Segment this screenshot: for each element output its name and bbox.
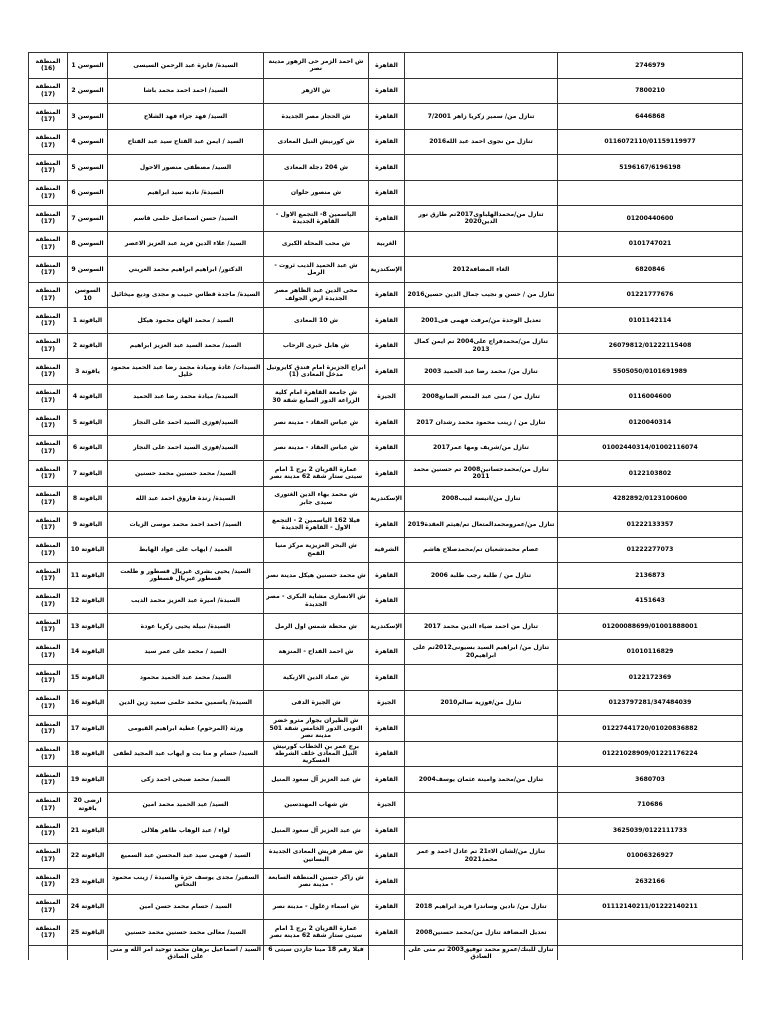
owner-name-cell: السيدة/ رندة فاروق احمد عبد الله xyxy=(108,486,264,512)
phone-cell: 6446868 xyxy=(558,104,743,130)
transfer-note-cell xyxy=(405,869,558,895)
table-row xyxy=(29,53,743,79)
unit-cell: الياقوتة 17 xyxy=(68,716,108,742)
governorate-cell: القاهرة xyxy=(369,435,405,461)
zone-cell: المنطقة (16) xyxy=(29,53,68,79)
phone-cell: 01002440314/01002116074 xyxy=(558,435,743,461)
transfer-note-cell: الغاء المضافة2012 xyxy=(405,257,558,283)
table-row xyxy=(29,486,743,512)
unit-cell: السوسن 7 xyxy=(68,206,108,232)
transfer-note-cell: تنازل من/انيسة لبيب2008 xyxy=(405,486,558,512)
phone-cell: 0122172369 xyxy=(558,665,743,691)
governorate-cell: القاهرة xyxy=(369,869,405,895)
phone-cell: 01010116829 xyxy=(558,639,743,665)
address-cell: ش محمد حسنين هيكل مدينة نصر xyxy=(264,563,369,589)
owner-name-cell: السيد/ محمد صبحى احمد زكى xyxy=(108,767,264,793)
governorate-cell: القاهرة xyxy=(369,53,405,79)
zone-cell: المنطقة (17) xyxy=(29,792,68,818)
zone-cell: المنطقة (17) xyxy=(29,818,68,844)
address-cell: ش احمد الفداح - المنزهة xyxy=(264,639,369,665)
table-row xyxy=(29,461,743,487)
governorate-cell: القاهرة xyxy=(369,716,405,742)
owner-name-cell: السيد/ حسن اسماعيل حلمى قاسم xyxy=(108,206,264,232)
table-row xyxy=(29,384,743,410)
owner-name-cell: السيد/ فهد جزاء فهد الشلاح xyxy=(108,104,264,130)
zone-cell: المنطقة (17) xyxy=(29,155,68,181)
table-row xyxy=(29,129,743,155)
owner-name-cell: السيدات/ غادة وميادة محمد رضا عبد الحميد محمود خليل xyxy=(108,359,264,385)
address-cell: ش شهاب المهندسين xyxy=(264,792,369,818)
records-table xyxy=(28,52,743,960)
table-row xyxy=(29,257,743,283)
zone-cell: المنطقة (17) xyxy=(29,129,68,155)
table-row xyxy=(29,894,743,920)
table-row xyxy=(29,104,743,130)
governorate-cell: الجيزة xyxy=(369,384,405,410)
governorate-cell: القاهرة xyxy=(369,461,405,487)
address-cell: ش عبد العزيز آل سعود المنيل xyxy=(264,818,369,844)
governorate-cell: القاهرة xyxy=(369,206,405,232)
table-row xyxy=(29,614,743,640)
unit-cell: السوسن 5 xyxy=(68,155,108,181)
governorate-cell: القاهرة xyxy=(369,665,405,691)
zone-cell: المنطقة (17) xyxy=(29,333,68,359)
table-row xyxy=(29,180,743,206)
phone-cell: 0123797281/347484039 xyxy=(558,690,743,716)
zone-cell: المنطقة (17) xyxy=(29,206,68,232)
transfer-note-cell: تنازل من/لشان الاء21 تم عادل احمد و عمر محمد2021 xyxy=(405,843,558,869)
transfer-note-cell: تعديل المضافة تنازل من/محمد حسنين2008 xyxy=(405,920,558,946)
unit-cell: الياقوتة 14 xyxy=(68,639,108,665)
transfer-note-cell xyxy=(405,716,558,742)
phone-cell: 710686 xyxy=(558,792,743,818)
zone-cell: المنطقة (17) xyxy=(29,537,68,563)
owner-name-cell: السيد/ حسام و منا بت و ايهاب عبد المجيد لطفى xyxy=(108,741,264,767)
owner-name-cell: الدكتور/ ابراهيم ابراهيم محمد العريني xyxy=(108,257,264,283)
address-cell: ش الطيران بجوار مترو خضر التونى الدور الخامس شقة 501 مدينة نصر xyxy=(264,716,369,742)
transfer-note-cell xyxy=(405,741,558,767)
phone-cell: 26079812/01222115408 xyxy=(558,333,743,359)
table-row xyxy=(29,308,743,334)
governorate-cell: القاهرة xyxy=(369,410,405,436)
governorate-cell: القاهرة xyxy=(369,78,405,104)
unit-cell: الياقوتة 9 xyxy=(68,512,108,538)
table-row xyxy=(29,563,743,589)
unit-cell: الياقوتة 25 xyxy=(68,920,108,946)
unit-cell: الياقوتة 19 xyxy=(68,767,108,793)
owner-name-cell: السيدة/ اميرة عبد العزيز محمد الديب xyxy=(108,588,264,614)
phone-cell: 2136873 xyxy=(558,563,743,589)
table-row xyxy=(29,206,743,232)
zone-cell: المنطقة (17) xyxy=(29,486,68,512)
unit-cell: السوسن 1 xyxy=(68,53,108,79)
zone-cell: المنطقة (17) xyxy=(29,461,68,487)
transfer-note-cell: تنازل من/محمدالهلباوى2017تم طارق نور الدين2020 xyxy=(405,206,558,232)
phone-cell: 0116004600 xyxy=(558,384,743,410)
owner-name-cell: السيد / محمد على عمر سيد xyxy=(108,639,264,665)
owner-name-cell: السيد/ معالى محمد حسنين محمد حسنين xyxy=(108,920,264,946)
table-row xyxy=(29,741,743,767)
zone-cell: المنطقة (17) xyxy=(29,563,68,589)
owner-name-cell: السيد/ علاء الدين فريد عبد العزيز الاعصر xyxy=(108,231,264,257)
zone-cell: المنطقة (17) xyxy=(29,78,68,104)
phone-cell: 6820846 xyxy=(558,257,743,283)
unit-cell: الياقوتة 16 xyxy=(68,690,108,716)
unit-cell: الياقوتة 24 xyxy=(68,894,108,920)
phone-cell: 0101747021 xyxy=(558,231,743,257)
phone-cell: 01200440600 xyxy=(558,206,743,232)
zone-cell: المنطقة (17) xyxy=(29,588,68,614)
zone-cell: المنطقة (17) xyxy=(29,639,68,665)
owner-name-cell: السيدة/ نادية سيد ابراهيم xyxy=(108,180,264,206)
governorate-cell: القاهرة xyxy=(369,512,405,538)
governorate-cell: القاهرة xyxy=(369,588,405,614)
address-cell: محى الدين عبد الظاهر مصر الجديدة ارض الجولف xyxy=(264,282,369,308)
governorate-cell xyxy=(369,945,405,960)
phone-cell xyxy=(558,920,743,946)
zone-cell: المنطقة (17) xyxy=(29,920,68,946)
zone-cell: المنطقة (17) xyxy=(29,104,68,130)
unit-cell xyxy=(68,945,108,960)
unit-cell: الياقوتة 1 xyxy=(68,308,108,334)
transfer-note-cell: تنازل من احمد ضياء الدين محمد 2017 xyxy=(405,614,558,640)
governorate-cell: الشرقية xyxy=(369,537,405,563)
document-sheet xyxy=(28,52,742,960)
owner-name-cell: السيد / اسماعيل برهان محمد توحيد امر الله و منى على الصادق xyxy=(108,945,264,960)
zone-cell: المنطقة (17) xyxy=(29,308,68,334)
zone-cell xyxy=(29,945,68,960)
transfer-note-cell xyxy=(405,818,558,844)
table-row xyxy=(29,690,743,716)
unit-cell: الياقوتة 8 xyxy=(68,486,108,512)
zone-cell: المنطقة (17) xyxy=(29,512,68,538)
zone-cell: المنطقة (17) xyxy=(29,180,68,206)
unit-cell: ارضى 20 ياقوتة xyxy=(68,792,108,818)
transfer-note-cell: تنازل من / طلبة رجب طلبة 2006 xyxy=(405,563,558,589)
unit-cell: الياقوتة 7 xyxy=(68,461,108,487)
address-cell: ش محمد بهاء الدين الغتورى سيدى جابر xyxy=(264,486,369,512)
governorate-cell: القاهرة xyxy=(369,104,405,130)
unit-cell: الياقوتة 6 xyxy=(68,435,108,461)
zone-cell: المنطقة (17) xyxy=(29,435,68,461)
phone-cell: 0120040314 xyxy=(558,410,743,436)
phone-cell: 01006326927 xyxy=(558,843,743,869)
table-row xyxy=(29,155,743,181)
owner-name-cell: السيد/ يحيى بشرى غبريال قسطور و طلعت قسطور غبريال قسطور xyxy=(108,563,264,589)
transfer-note-cell xyxy=(405,53,558,79)
table-row xyxy=(29,792,743,818)
zone-cell: المنطقة (17) xyxy=(29,665,68,691)
table-row xyxy=(29,231,743,257)
transfer-note-cell: تنازل من/فوزية سالم2010 xyxy=(405,690,558,716)
table-row xyxy=(29,639,743,665)
phone-cell: 01221028909/01221176224 xyxy=(558,741,743,767)
phone-cell: 0116072110/01159119977 xyxy=(558,129,743,155)
table-row xyxy=(29,512,743,538)
address-cell: ش جامعة القاهرة امام كلية الزراعة الدور السابع شقة 30 xyxy=(264,384,369,410)
address-cell: ش عباس العقاد - مدينة نصر xyxy=(264,410,369,436)
unit-cell: ياقوتة 3 xyxy=(68,359,108,385)
address-cell: ش البحر العزيزية مركز منيا القمح xyxy=(264,537,369,563)
transfer-note-cell xyxy=(405,78,558,104)
zone-cell: المنطقة (17) xyxy=(29,843,68,869)
zone-cell: المنطقة (17) xyxy=(29,257,68,283)
phone-cell: 01222133357 xyxy=(558,512,743,538)
table-row xyxy=(29,945,743,960)
phone-cell: 2632166 xyxy=(558,869,743,895)
unit-cell: الياقوتة 4 xyxy=(68,384,108,410)
transfer-note-cell: تنازل من/محمدفراج على2004 تم ايمن كمال 2013 xyxy=(405,333,558,359)
table-row xyxy=(29,282,743,308)
table-row xyxy=(29,435,743,461)
table-row xyxy=(29,410,743,436)
owner-name-cell: السيد/ احمد احمد محمد باشا xyxy=(108,78,264,104)
phone-cell: 01112140211/01222140211 xyxy=(558,894,743,920)
zone-cell: المنطقة (17) xyxy=(29,384,68,410)
transfer-note-cell: تنازل من / حسن و نجيب جمال الدين حسين2016 xyxy=(405,282,558,308)
address-cell: ش محب المحلة الكبرى xyxy=(264,231,369,257)
address-cell: ش عباس العقاد - مدينة نصر xyxy=(264,435,369,461)
governorate-cell: الجيزة xyxy=(369,792,405,818)
owner-name-cell: السفير/ مجدى يوسف حزة والسيدة / زينب محمود النحاس xyxy=(108,869,264,895)
owner-name-cell: السيدة/ نبيلة يحيى زكريا عودة xyxy=(108,614,264,640)
owner-name-cell: ورثة (المرحوم) عطية ابراهيم القيومى xyxy=(108,716,264,742)
owner-name-cell: لواء / عبد الوهاب طاهر هلالى xyxy=(108,818,264,844)
transfer-note-cell: تنازل من/ سمير زكريا زاهر 7/2001 xyxy=(405,104,558,130)
address-cell: ش زاكر حسين المنطقة السابعة - مدينة نصر xyxy=(264,869,369,895)
phone-cell: 01200088699/01001888001 xyxy=(558,614,743,640)
address-cell: ش احمد الزمر حى الزهور مدينة نصر xyxy=(264,53,369,79)
governorate-cell: الإسكندرية xyxy=(369,257,405,283)
transfer-note-cell xyxy=(405,231,558,257)
address-cell: عمارة القريان 2 برج 1 امام سيتى ستار شقة 62 مدينة نصر xyxy=(264,461,369,487)
phone-cell: 01227441720/01020836882 xyxy=(558,716,743,742)
table-row xyxy=(29,869,743,895)
unit-cell: السوسن 3 xyxy=(68,104,108,130)
address-cell: ش عبد العزيز آل سعود المنيل xyxy=(264,767,369,793)
owner-name-cell: السيدة/ ميادة محمد رضا عبد الحميد xyxy=(108,384,264,410)
governorate-cell: الغربية xyxy=(369,231,405,257)
table-row xyxy=(29,665,743,691)
unit-cell: الياقوتة 21 xyxy=(68,818,108,844)
owner-name-cell: السيد/ عبد الحميد محمد امين xyxy=(108,792,264,818)
address-cell: ش الحجاز مصر الجديدة xyxy=(264,104,369,130)
address-cell: الياسمين 8- التجمع الاول - القاهرة الجديدة xyxy=(264,206,369,232)
table-row xyxy=(29,588,743,614)
address-cell: عمارة القريان 2 برج 1 امام سيتى ستار شقة 62 مدينة نصر xyxy=(264,920,369,946)
zone-cell: المنطقة (17) xyxy=(29,690,68,716)
unit-cell: الياقوتة 13 xyxy=(68,614,108,640)
owner-name-cell: السيد/فوزى السيد احمد على النجار xyxy=(108,410,264,436)
zone-cell: المنطقة (17) xyxy=(29,869,68,895)
governorate-cell: القاهرة xyxy=(369,741,405,767)
unit-cell: السوسن 10 xyxy=(68,282,108,308)
transfer-note-cell: تنازل من / زينب محمود محمد رشدان 2017 xyxy=(405,410,558,436)
address-cell: ش صقر قريش المعادى الجديدة البساتين xyxy=(264,843,369,869)
phone-cell xyxy=(558,945,743,960)
owner-name-cell: العميد / ايهاب على عواد الهابط xyxy=(108,537,264,563)
unit-cell: السوسن 8 xyxy=(68,231,108,257)
phone-cell: 5505050/0101691989 xyxy=(558,359,743,385)
unit-cell: السوسن 2 xyxy=(68,78,108,104)
unit-cell: السوسن 4 xyxy=(68,129,108,155)
transfer-note-cell: عصام محمدشعبان تم/محمدصلاح هاشم xyxy=(405,537,558,563)
phone-cell: 5196167/6196198 xyxy=(558,155,743,181)
unit-cell: السوسن 9 xyxy=(68,257,108,283)
zone-cell: المنطقة (17) xyxy=(29,716,68,742)
transfer-note-cell: تنازل من/ محمد رضا عبد الحميد 2003 xyxy=(405,359,558,385)
table-row xyxy=(29,920,743,946)
records-table-body xyxy=(29,53,743,961)
governorate-cell: القاهرة xyxy=(369,563,405,589)
phone-cell: 7800210 xyxy=(558,78,743,104)
address-cell: فيلا 162 الياسمين 2 - التجمع الاول - القاهرة الجديدة xyxy=(264,512,369,538)
address-cell: ش الجيزة الدقى xyxy=(264,690,369,716)
owner-name-cell: السيد/ مصطفى منصور الاحول xyxy=(108,155,264,181)
table-row xyxy=(29,537,743,563)
transfer-note-cell: تنازل من نجوى احمد عبد الله2016 xyxy=(405,129,558,155)
address-cell: ش 10 المعادى xyxy=(264,308,369,334)
governorate-cell: القاهرة xyxy=(369,894,405,920)
governorate-cell: الإسكندرية xyxy=(369,614,405,640)
zone-cell: المنطقة (17) xyxy=(29,767,68,793)
transfer-note-cell xyxy=(405,588,558,614)
address-cell: ش منصور حلوان xyxy=(264,180,369,206)
phone-cell: 2746979 xyxy=(558,53,743,79)
governorate-cell: القاهرة xyxy=(369,920,405,946)
phone-cell xyxy=(558,180,743,206)
transfer-note-cell xyxy=(405,792,558,818)
unit-cell: الياقوتة 5 xyxy=(68,410,108,436)
unit-cell: الياقوتة 12 xyxy=(68,588,108,614)
table-row xyxy=(29,78,743,104)
zone-cell: المنطقة (17) xyxy=(29,894,68,920)
address-cell: ش الازهر xyxy=(264,78,369,104)
zone-cell: المنطقة (17) xyxy=(29,359,68,385)
unit-cell: السوسن 6 xyxy=(68,180,108,206)
unit-cell: الياقوتة 11 xyxy=(68,563,108,589)
governorate-cell: القاهرة xyxy=(369,333,405,359)
table-row xyxy=(29,333,743,359)
governorate-cell: القاهرة xyxy=(369,639,405,665)
phone-cell: 3625039/0122111733 xyxy=(558,818,743,844)
transfer-note-cell: تنازل من / منى عبد المنعم الصانع2008 xyxy=(405,384,558,410)
transfer-note-cell: تنازل من/ نادين وساندرا فريد ابراهيم 2018 xyxy=(405,894,558,920)
transfer-note-cell: تنازل من/ ابراهيم السيد بسيونى2012تم على ابراهيم20 xyxy=(405,639,558,665)
address-cell: برج عمر بن الخطاب كورنيش النيل المعادى خلف الشرطة العسكرية xyxy=(264,741,369,767)
table-row xyxy=(29,843,743,869)
phone-cell: 01222277073 xyxy=(558,537,743,563)
owner-name-cell: السيدة/ ماجدة قطاس حبيب و مجدى وديع ميخائيل xyxy=(108,282,264,308)
phone-cell: 01221777676 xyxy=(558,282,743,308)
owner-name-cell: السيد/ محمد عبد الحميد محمود xyxy=(108,665,264,691)
table-row xyxy=(29,818,743,844)
governorate-cell: القاهرة xyxy=(369,155,405,181)
transfer-note-cell: تعديل الوحدة من/مرفت فهمى فى2001 xyxy=(405,308,558,334)
governorate-cell: القاهرة xyxy=(369,308,405,334)
table-row xyxy=(29,716,743,742)
unit-cell: الياقوتة 23 xyxy=(68,869,108,895)
governorate-cell: الإسكندرية xyxy=(369,486,405,512)
governorate-cell: القاهرة xyxy=(369,129,405,155)
table-row xyxy=(29,767,743,793)
zone-cell: المنطقة (17) xyxy=(29,741,68,767)
zone-cell: المنطقة (17) xyxy=(29,614,68,640)
unit-cell: الياقوتة 18 xyxy=(68,741,108,767)
governorate-cell: القاهرة xyxy=(369,359,405,385)
unit-cell: الياقوتة 10 xyxy=(68,537,108,563)
governorate-cell: الجيزة xyxy=(369,690,405,716)
transfer-note-cell xyxy=(405,155,558,181)
address-cell: ش اسماء زغلول - مدينة نصر xyxy=(264,894,369,920)
owner-name-cell: السيد/ محمد السيد عبد العزيز ابراهيم xyxy=(108,333,264,359)
transfer-note-cell: تنازل للبنك/عمرو محمد توفيق2003 تم منى على الصادق xyxy=(405,945,558,960)
governorate-cell: القاهرة xyxy=(369,180,405,206)
governorate-cell: القاهرة xyxy=(369,767,405,793)
governorate-cell: القاهرة xyxy=(369,818,405,844)
phone-cell: 4282892/0123100600 xyxy=(558,486,743,512)
transfer-note-cell: تنازل من/عمرومحمدالمتعال تم/هيثم العقدة2019 xyxy=(405,512,558,538)
owner-name-cell: السيد / حسام محمد حسن امين xyxy=(108,894,264,920)
owner-name-cell: السيد/ محمد حسنين محمد حسنين xyxy=(108,461,264,487)
phone-cell: 4151643 xyxy=(558,588,743,614)
transfer-note-cell xyxy=(405,180,558,206)
address-cell: ش 204 دجلة المعادى xyxy=(264,155,369,181)
owner-name-cell: السيد/ احمد احمد محمد موسى الزيات xyxy=(108,512,264,538)
unit-cell: الياقوتة 15 xyxy=(68,665,108,691)
unit-cell: الياقوتة 2 xyxy=(68,333,108,359)
zone-cell: المنطقة (17) xyxy=(29,231,68,257)
owner-name-cell: السيد / فهمى سيد عبد المحسن عبد السميع xyxy=(108,843,264,869)
transfer-note-cell: تنازل من/محمد وامينة عثمان يوسف2004 xyxy=(405,767,558,793)
table-row xyxy=(29,359,743,385)
zone-cell: المنطقة (17) xyxy=(29,410,68,436)
address-cell: فيلا رقم 18 مينا جاردن سيتى 6 xyxy=(264,945,369,960)
address-cell: ش محطة شمس اول الرمل xyxy=(264,614,369,640)
address-cell: ش هابل خبرى الرحاب xyxy=(264,333,369,359)
owner-name-cell: السيد/فوزى السيد احمد على النجار xyxy=(108,435,264,461)
transfer-note-cell: تنازل من/شريف ومها عمر2017 xyxy=(405,435,558,461)
governorate-cell: القاهرة xyxy=(369,843,405,869)
address-cell: ش كورنيش النيل المعادى xyxy=(264,129,369,155)
address-cell: ش عبد الحميد الديب ثروت - الرمل xyxy=(264,257,369,283)
phone-cell: 0101142114 xyxy=(558,308,743,334)
unit-cell: الياقوتة 22 xyxy=(68,843,108,869)
phone-cell: 3680703 xyxy=(558,767,743,793)
address-cell: ش الانصارى مشاية البكرى - مصر الجديدة xyxy=(264,588,369,614)
owner-name-cell: السيدة/ ياسمين محمد حلمى سعيد زين الدين xyxy=(108,690,264,716)
owner-name-cell: السيد / ايمن عبد الفتاح سيد عبد الفتاح xyxy=(108,129,264,155)
phone-cell: 0122103802 xyxy=(558,461,743,487)
zone-cell: المنطقة (17) xyxy=(29,282,68,308)
transfer-note-cell: تنازل من/محمدحسانين2008 تم حسنين محمد 2011 xyxy=(405,461,558,487)
transfer-note-cell xyxy=(405,665,558,691)
address-cell: ش عماد الدين الازبكية xyxy=(264,665,369,691)
owner-name-cell: السيدة/ فايزة عبد الرحمن السيسى xyxy=(108,53,264,79)
owner-name-cell: السيد / محمد الهان محمود هيكل xyxy=(108,308,264,334)
governorate-cell: القاهرة xyxy=(369,282,405,308)
address-cell: ابراج الجزيرة امام فندق كايروتيل مدخل المعادى (1) xyxy=(264,359,369,385)
